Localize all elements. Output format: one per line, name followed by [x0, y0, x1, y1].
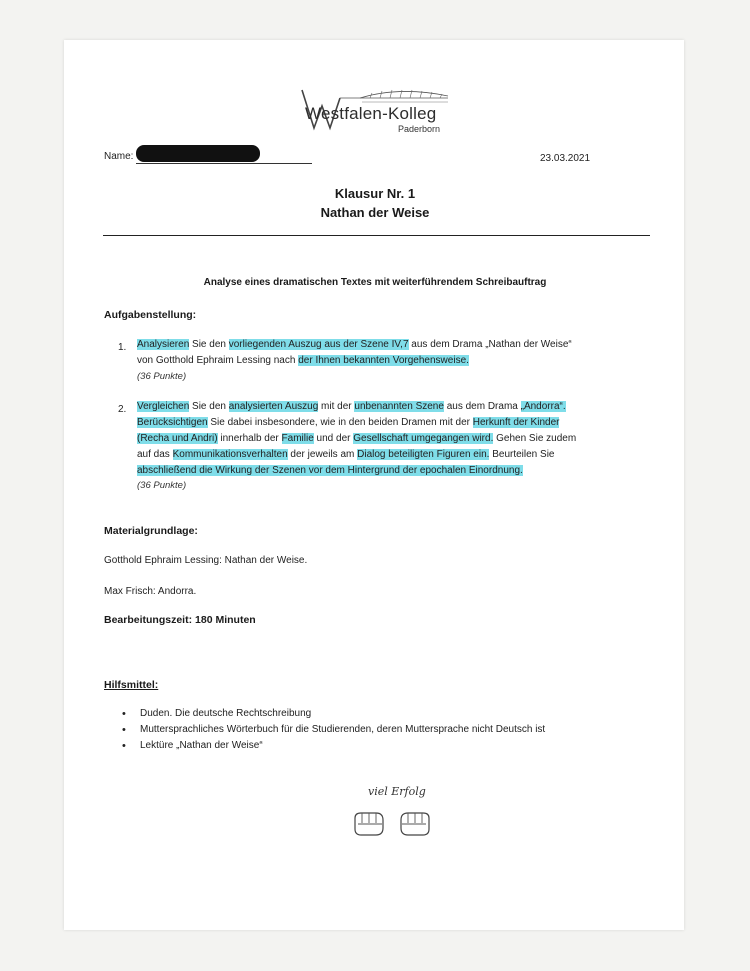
highlight: der Ihnen bekannten Vorgehensweise. — [298, 355, 469, 366]
highlight: abschließend die Wirkung der Szenen vor dem Hintergrund der epochalen Einordnung. — [137, 465, 523, 476]
text: Sie dabei insbesondere, wie in den beiden Dramen mit der — [207, 417, 473, 428]
exam-title: Klausur Nr. 1 — [334, 186, 416, 201]
text: und der — [313, 433, 354, 444]
highlight: Herkunft der Kinder — [472, 417, 560, 428]
text: aus dem Drama — [443, 401, 521, 412]
list-item: • Duden. Die deutsche Rechtschreibung — [118, 706, 545, 722]
fist-bump-left-icon — [352, 810, 386, 838]
task1-points: (36 Punkte) — [137, 371, 187, 382]
material-item: Gotthold Ephraim Lessing: Nathan der Weise. — [104, 555, 308, 566]
title-divider — [103, 235, 650, 236]
material-heading: Materialgrundlage: — [104, 525, 198, 537]
task2-points: (36 Punkte) — [137, 480, 187, 491]
tasks-heading: Aufgabenstellung: — [104, 309, 197, 321]
list-item: • Lektüre „Nathan der Weise“ — [118, 738, 545, 754]
text: Sie den — [189, 339, 229, 350]
fist-bump-right-icon — [398, 810, 432, 838]
text: Gehen Sie zudem — [493, 433, 577, 444]
name-label: Name: — [104, 151, 134, 162]
text: mit der — [318, 401, 355, 412]
highlight: (Recha und Andri) — [137, 433, 218, 444]
exam-type-heading: Analyse eines dramatischen Textes mit weiterführendem Schreibauftrag — [203, 277, 547, 288]
task2-line1 — [137, 399, 566, 415]
list-item: • Muttersprachliches Wörterbuch für die Studierenden, deren Muttersprache nicht Deutsch ist — [118, 722, 545, 738]
highlight: Analysieren — [137, 339, 190, 350]
exam-subject: Nathan der Weise — [320, 205, 430, 220]
highlight: Kommunikationsverhalten — [172, 449, 288, 460]
task1-line2 — [137, 353, 469, 369]
highlight: analysierten Auszug — [228, 401, 319, 412]
text: innerhalb der — [217, 433, 282, 444]
text: Sie den — [189, 401, 229, 412]
highlight: Vergleichen — [137, 401, 190, 412]
task1-line1 — [137, 337, 572, 353]
task2-number: 2. — [118, 404, 127, 415]
task2-line4 — [137, 447, 554, 463]
text: auf das — [137, 449, 173, 460]
aids-heading: Hilfsmittel: — [104, 679, 159, 691]
text: von Gotthold Ephraim Lessing nach — [137, 355, 299, 366]
time-label: Bearbeitungszeit: 180 Minuten — [104, 614, 256, 626]
task2-line3 — [137, 431, 576, 447]
name-underline — [136, 163, 312, 164]
logo-text: Westfalen-Kolleg — [305, 104, 437, 123]
highlight: Gesellschaft umgegangen wird. — [353, 433, 494, 444]
highlight: „Andorra“. — [520, 401, 566, 412]
highlight: Familie — [281, 433, 314, 444]
task2-line5 — [137, 463, 523, 479]
closing-handwriting: viel Erfolg — [368, 785, 426, 798]
text: Beurteilen Sie — [489, 449, 555, 460]
material-item: Max Frisch: Andorra. — [104, 586, 197, 597]
redacted-name — [136, 145, 260, 162]
highlight: Berücksichtigen — [137, 417, 208, 428]
exam-date: 23.03.2021 — [540, 153, 591, 164]
aids-list — [118, 706, 545, 754]
task2-line2 — [137, 415, 559, 431]
logo-subtitle: Paderborn — [398, 124, 441, 134]
highlight: Dialog beteiligten Figuren ein. — [357, 449, 490, 460]
highlight: unbenannten Szene — [354, 401, 444, 412]
task1-number: 1. — [118, 342, 127, 353]
text: der jeweils am — [287, 449, 358, 460]
highlight: vorliegenden Auszug aus der Szene IV,7 — [228, 339, 409, 350]
text: aus dem Drama „Nathan der Weise“ — [408, 339, 572, 350]
